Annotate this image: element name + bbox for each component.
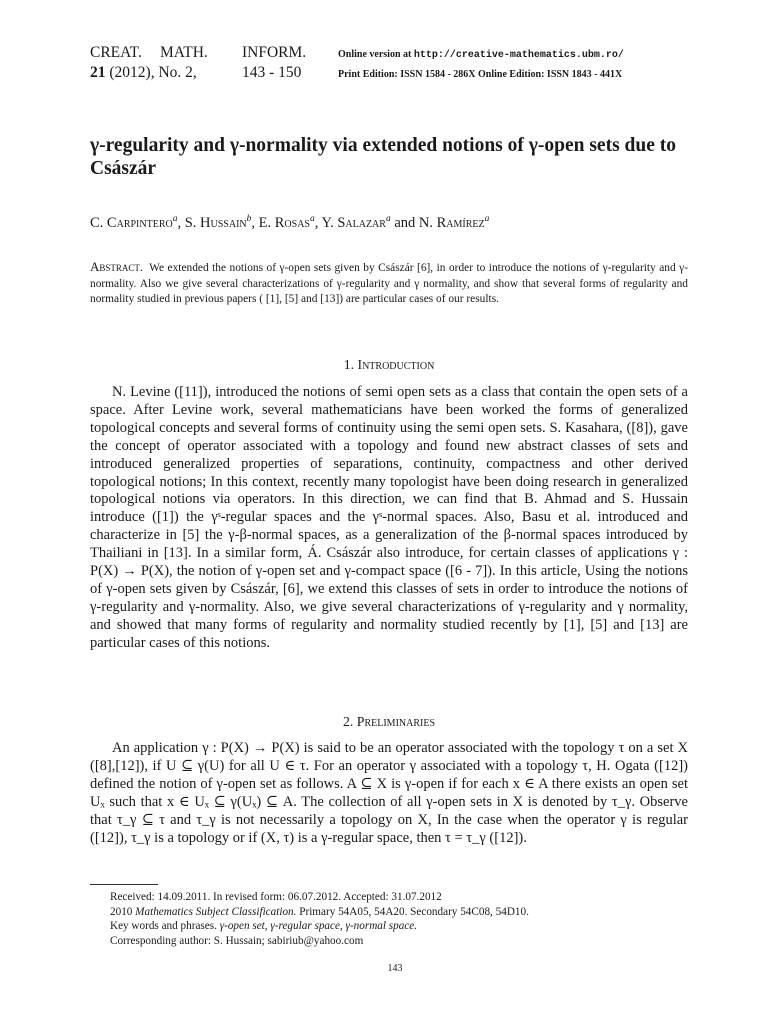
page-range: 143 - 150	[242, 64, 302, 81]
author-initial: Y.	[321, 215, 338, 231]
author-separator: and	[390, 215, 419, 231]
journal-creat: CREAT.	[90, 44, 142, 61]
author-affiliation: b	[246, 214, 252, 225]
online-label: Online version at	[338, 49, 414, 60]
author-initial: N.	[418, 215, 437, 231]
author-name: Ramírez	[436, 215, 485, 231]
keywords-list: γ-open set, γ-regular space, γ-normal space.	[216, 920, 418, 932]
author-name: Hussain	[200, 215, 247, 231]
abstract-text: We extended the notions of γ-open sets given by Császár [6], in order to introduce the notions of γ-regularity and γ-normality. Also we give several characterizations of γ-regularity and γ normality, and show that several forms of regularity and normality studied in previous papers ( [1], [5] and [13]) are particular cases of our results.	[90, 262, 688, 305]
journal-header	[90, 44, 690, 84]
footnotes	[110, 890, 690, 948]
author	[90, 215, 185, 231]
volume-info	[90, 64, 242, 82]
author-separator: ,	[314, 215, 322, 231]
section-title-preliminaries: 2. Preliminaries	[342, 714, 436, 729]
author-initial: S.	[184, 215, 201, 231]
author	[185, 215, 259, 231]
journal-inform: INFORM.	[242, 44, 307, 61]
corresponding-author: Corresponding author: S. Hussain; sabiriub@yahoo.com	[110, 934, 364, 947]
section-title-introduction: 1. Introduction	[343, 357, 435, 372]
author-name: Salazar	[337, 215, 386, 231]
volume-number: 21	[90, 64, 106, 81]
journal-math: MATH.	[160, 44, 208, 61]
author	[419, 215, 490, 231]
introduction-paragraph: N. Levine ([11]), introduced the notions of semi open sets as a class that contain the open sets of a space. After Levine work, several mathematicians have been worked the forms of generalized topological concepts and several forms of continuity using the semi open sets. S. Kasahara, ([8]), gave the concept of operator associated with a topology and found new abstract classes of sets and introduced generalized properties of separations, continuity, compactness and other derived topological notions; In this context, recently many topologist have been doing research in generalized topological notions via operators. In this direction, we can find that B. Ahmad and S. Hussain introduce ([1]) the γˢ-regular spaces and the γˢ-normal spaces. Also, Basu et al. introduced and characterize in [5] the γ-β-normal spaces, as a generalization of the β-normal spaces introduced by Thailiani in [13]. In a similar form, Á. Császár also introduce, for certain classes of applications γ : P(X) → P(X), the notion of γ-open set and γ-compact space ([6 - 7]). In this article, Using the notions of γ-open sets given by Császár, [6], we extend this classes of sets in order to introduce the notions of γ-regularity and γ-normality. Also, we give several characterizations of γ-regularity and γ normality, and showed that many forms of regularity and normality studied recently by [1], [5] and [13] are particular cases of this notions.	[90, 384, 688, 651]
footnote-divider	[90, 884, 158, 885]
received-dates: Received: 14.09.2011. In revised form: 06.07.2012. Accepted: 31.07.2012	[110, 891, 442, 903]
abstract-label: Abstract.	[90, 259, 144, 274]
online-version	[338, 49, 624, 61]
author-affiliation: a	[484, 214, 490, 225]
author-affiliation: a	[385, 214, 391, 225]
online-url[interactable]: http://creative-mathematics.ubm.ro/	[413, 50, 624, 61]
msc-classification	[110, 905, 690, 920]
print-edition: Print Edition: ISSN 1584 - 286X Online Edition: ISSN 1843 - 441X	[338, 69, 623, 80]
keywords	[110, 919, 690, 934]
author	[259, 215, 322, 231]
author	[321, 215, 418, 231]
abstract	[90, 259, 688, 308]
author-affiliation: a	[172, 214, 178, 225]
author-initial: E.	[258, 215, 275, 231]
author-affiliation: a	[310, 214, 315, 225]
author-name: Carpintero	[106, 215, 173, 231]
year-issue: (2012), No. 2,	[105, 64, 197, 81]
paper-title: γ-regularity and γ-normality via extended notions of γ-open sets due to Császár	[90, 135, 676, 179]
page-number: 143	[387, 963, 403, 974]
author-separator: ,	[177, 215, 185, 231]
author-initial: C.	[90, 215, 107, 231]
author-list	[90, 215, 690, 232]
msc-year: 2010	[110, 905, 136, 918]
keywords-label: Key words and phrases.	[110, 920, 217, 932]
author-separator: ,	[251, 215, 259, 231]
msc-label: Mathematics Subject Classification.	[135, 905, 297, 918]
author-name: Rosas	[274, 215, 310, 231]
preliminaries-paragraph: An application γ : P(X) → P(X) is said to be an operator associated with the topology τ on a set X ([8],[12]), if U ⊆ γ(U) for all U ∈ τ. For an operator γ associated with a topology τ, H. Ogata ([12]) defined the notion of γ-open set as follows. A ⊆ X is γ-open if for each x ∈ A there exists an open set Uₓ such that x ∈ Uₓ ⊆ γ(Uₓ) ⊆ A. The collection of all γ-open sets in X is denoted by τ_γ. Observe that τ_γ ⊆ τ and τ_γ is not necessarily a topology on X, In the case when the operator γ is regular ([12]), τ_γ is a topology or if (X, τ) is a γ-regular space, then τ = τ_γ ([12]).	[90, 740, 688, 846]
msc-codes: Primary 54A05, 54A20. Secondary 54C08, 54D10.	[296, 905, 529, 918]
